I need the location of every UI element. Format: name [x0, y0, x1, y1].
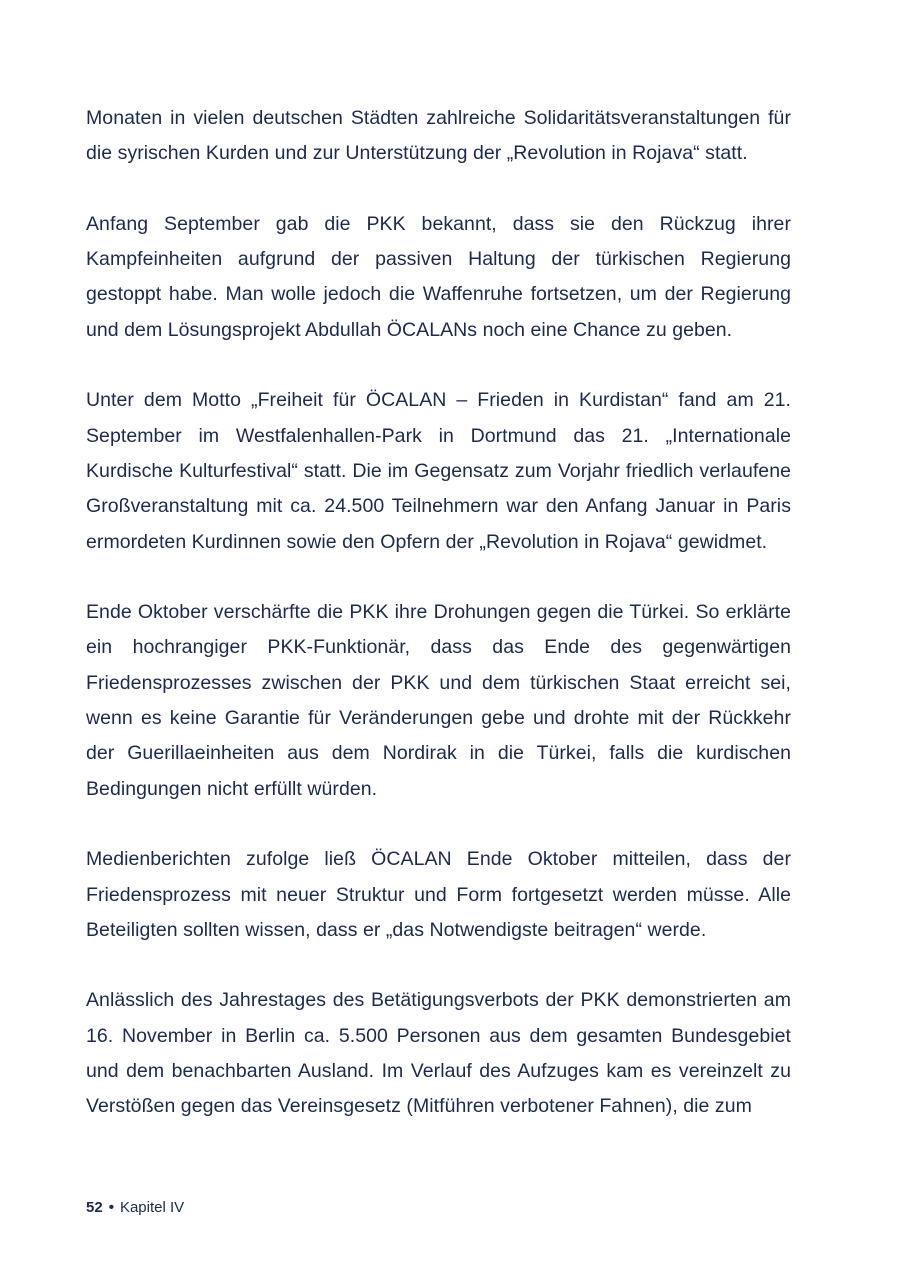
page-footer: [86, 1198, 184, 1218]
chapter-label: Kapitel IV: [119, 1199, 185, 1216]
page-body: [86, 101, 791, 1125]
paragraph-5: Medienberichten zufolge ließ ÖCALAN Ende Oktober mitteilen, dass der Friedensprozess mit neuer Struktur und Form fortgesetzt werden müsse. Alle Beteiligten sollten wissen, dass er „das Notwendigste beitragen“ werde.: [86, 848, 791, 941]
paragraph-2: Anfang September gab die PKK bekannt, dass sie den Rückzug ihrer Kampfeinheiten aufgrund der passiven Haltung der türkischen Regierung gestoppt habe. Man wolle jedoch die Waffenruhe fortsetzen, um der Regierung und dem Lösungsprojekt Abdullah ÖCALANs noch eine Chance zu geben.: [86, 212, 791, 341]
paragraph-4: Ende Oktober verschärfte die PKK ihre Drohungen gegen die Türkei. So erklärte ein hochrangiger PKK-Funktionär, dass das Ende des gegenwärtigen Friedensprozesses zwischen der PKK und dem türkischen Staat erreicht sei, wenn es keine Garantie für Veränderungen gebe und drohte mit der Rückkehr der Guerillaeinheiten aus dem Nordirak in die Türkei, falls die kurdischen Bedingungen nicht erfüllt würden.: [86, 601, 791, 800]
paragraph-1: Monaten in vielen deutschen Städten zahlreiche Solidaritätsveranstaltungen für die syrischen Kurden und zur Unterstützung der „Revolution in Rojava“ statt.: [86, 107, 791, 165]
paragraph-6: Anlässlich des Jahrestages des Betätigungsverbots der PKK demonstrierten am 16. November in Berlin ca. 5.500 Personen aus dem gesamten Bundesgebiet und dem benachbarten Ausland. Im Verlauf des Aufzuges kam es vereinzelt zu Verstößen gegen das Vereinsgesetz (Mitführen verbotener Fahnen), die zum: [86, 989, 791, 1118]
footer-separator: •: [108, 1199, 114, 1216]
page-number: 52: [86, 1199, 103, 1216]
paragraph-3: Unter dem Motto „Freiheit für ÖCALAN – Frieden in Kurdistan“ fand am 21. September im Westfalenhallen-Park in Dortmund das 21. „Internationale Kurdische Kulturfestival“ statt. Die im Gegensatz zum Vorjahr friedlich verlaufene Großveranstaltung mit ca. 24.500 Teilnehmern war den Anfang Januar in Paris ermordeten Kurdinnen sowie den Opfern der „Revolution in Rojava“ gewidmet.: [86, 389, 791, 553]
